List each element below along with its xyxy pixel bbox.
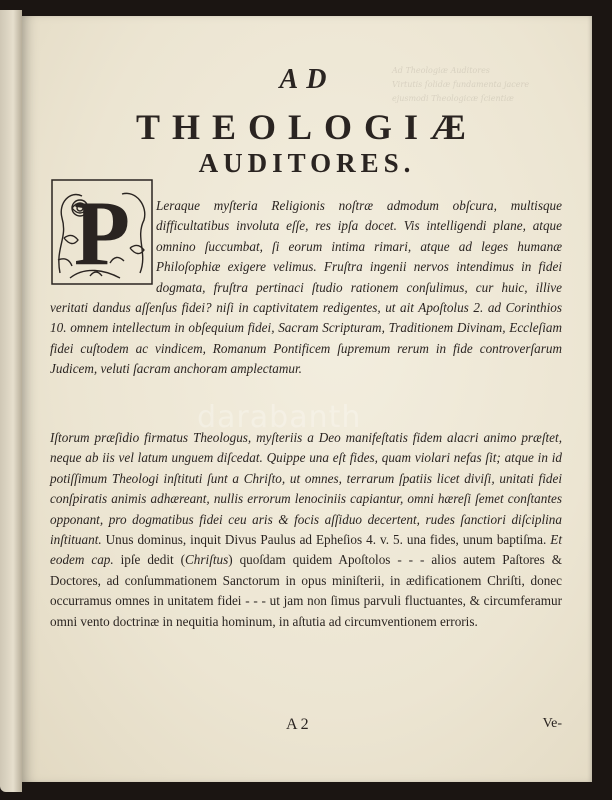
paragraph-2-roman: Unus dominus, inquit Divus Paulus ad Epheſios 4. v. 5. una fides, unum baptiſma. [101,532,547,548]
dropcap-letter: P [73,182,131,284]
paragraph-1-text: Leraque myſteria Religionis noſtræ admodum obſcura, multisque difficultatibus involuta eſſe, res ipſa docet. Vis intelligendi plane, atque omnino ſuccumbat, ſi eorum intima rimari, atque ad leges humanæ Philoſophiæ exigere velimus. Fruſtra ingenii nervos intendimus in fidei dogmata, fruſtra pertinaci ſtudio rationem conſulimus, cur huic, illive veritati dandus aſſenſus fidei? niſi in captivitatem redigentes, ut ait Apoſtolus 2. ad Corinthios 10. omnem intellectum in obſequium fidei, Sacram Scripturam, Traditionem Divinam, Eccleſiam fidei cuſtodem ac vindicem, Romanum Pontificem ſupremum rerum in fide controverſarum Judicem, veluti ſacram anchoram amplectamur. [50,198,562,377]
paragraph-2 [50,428,562,632]
paragraph-1 [50,196,562,380]
show-through-text: Ad Theologiæ Auditores Virtutis ſolidæ fundamenta jacere ejusmodi Theologicæ ſcientiæ [392,66,530,103]
watermark: darabanth [197,400,362,435]
signature-mark: A 2 [286,716,309,733]
catchword: Ve- [542,716,562,731]
previous-page-edge [0,10,22,792]
paragraph-2-roman-3: ) quoſdam quidem Apoſtolos - - - alios autem Paſtores & Doctores, ad conſummationem Sanctorum in opus miniſterii, in ædificationem Chriſti, donec occurramus omnes in unitatem fidei - - - ut jam non ſimus parvuli fluctuantes, & circumferamur omni vento doctrinæ in nequitia hominum, in aſtutia ad circumventionem erroris. [50,552,562,629]
paragraph-2-roman-2: ipſe dedit ( [113,552,186,568]
heading-line-3: AUDITORES. [198,148,416,178]
paragraph-2-italic: Iſtorum præſidio firmatus Theologus, myſteriis a Deo manifeſtatis fidem alacri animo præſtet, neque ab iis vel latum unguem diſcedat. Quippe una eſt fides, quam violari nefas ſit; atque in id potiſſimum Theologi inſtituti ſunt a Chriſto, ut omnes, terrarum ſpatiis licet diviſi, unitati fidei conſpiratis animis adhæreant, nullis errorum lenociniis capiantur, omni hæreſi ſemet conſtantes opponant, pro dogmatibus fidei ceu aris & focis aſſiduo decertent, rudes ſanctiori diſciplina inſtituant. [50,430,562,548]
book-page [22,16,592,782]
paragraph-2-italic-2: Et eodem cap. [50,532,562,568]
dropcap-spacer [50,196,156,278]
heading-line-1: AD [279,64,335,95]
heading-line-2: THEOLOGIÆ [135,107,479,147]
paragraph-2-italic-3: Chriſtus [185,552,229,568]
page-footer [22,716,592,738]
